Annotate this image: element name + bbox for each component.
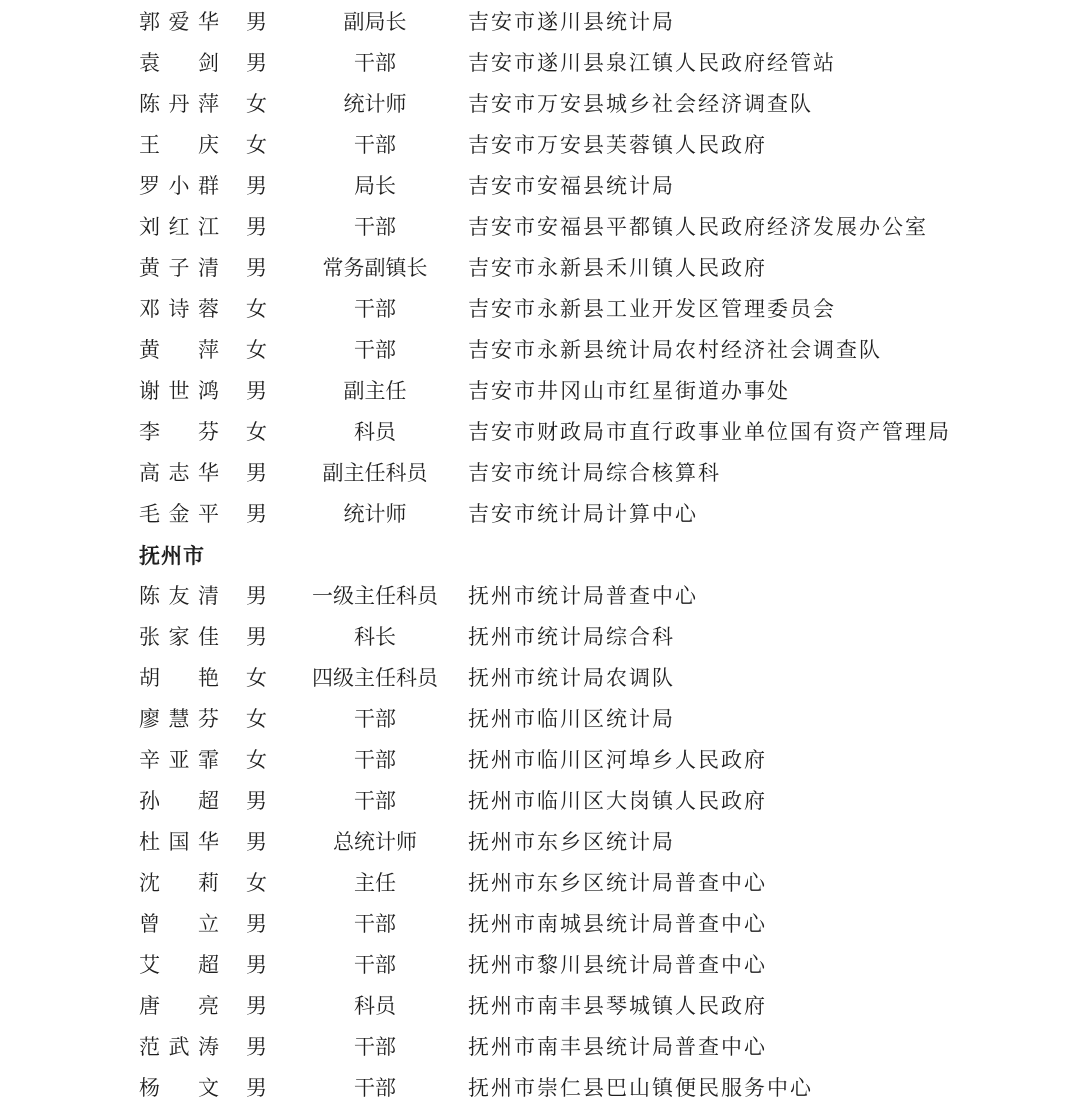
- person-work-unit: 抚州市南城县统计局普查中心: [468, 912, 767, 936]
- person-work-unit: 吉安市永新县统计局农村经济社会调查队: [468, 338, 882, 362]
- person-name: 胡 艳: [139, 666, 219, 690]
- person-name: 辛 亚 霏: [139, 748, 219, 772]
- person-name: 张 家 佳: [139, 625, 219, 649]
- person-work-unit: 吉安市财政局市直行政事业单位国有资产管理局: [468, 420, 951, 444]
- person-work-unit: 吉安市安福县统计局: [468, 174, 675, 198]
- person-work-unit: 吉安市统计局计算中心: [468, 502, 698, 526]
- personnel-list: [0, 2, 1080, 1109]
- section-heading: [0, 535, 1080, 576]
- person-work-unit: 吉安市永新县工业开发区管理委员会: [468, 297, 836, 321]
- person-work-unit: 吉安市安福县平都镇人民政府经济发展办公室: [468, 215, 928, 239]
- person-position: 副主任科员: [322, 461, 428, 485]
- person-position: 统计师: [343, 92, 407, 116]
- person-gender: 男: [246, 1035, 267, 1059]
- table-row: [0, 699, 1080, 740]
- person-work-unit: 吉安市万安县芙蓉镇人民政府: [468, 133, 767, 157]
- person-name: 杨 文: [139, 1076, 219, 1100]
- table-row: [0, 658, 1080, 699]
- person-position: 科员: [354, 994, 396, 1018]
- person-name: 王 庆: [139, 133, 219, 157]
- table-row: [0, 412, 1080, 453]
- person-gender: 男: [246, 994, 267, 1018]
- person-gender: 女: [246, 707, 267, 731]
- person-name: 袁 剑: [139, 51, 219, 75]
- person-name: 杜 国 华: [139, 830, 219, 854]
- person-name: 黄 萍: [139, 338, 219, 362]
- table-row: [0, 822, 1080, 863]
- table-row: [0, 986, 1080, 1027]
- table-row: [0, 740, 1080, 781]
- table-row: [0, 330, 1080, 371]
- person-name: 毛 金 平: [139, 502, 219, 526]
- person-gender: 男: [246, 215, 267, 239]
- table-row: [0, 945, 1080, 986]
- table-row: [0, 207, 1080, 248]
- person-position: 主任: [354, 871, 396, 895]
- table-row: [0, 2, 1080, 43]
- person-gender: 男: [246, 379, 267, 403]
- person-work-unit: 抚州市黎川县统计局普查中心: [468, 953, 767, 977]
- person-gender: 女: [246, 338, 267, 362]
- person-name: 范 武 涛: [139, 1035, 219, 1059]
- person-work-unit: 抚州市统计局农调队: [468, 666, 675, 690]
- table-row: [0, 904, 1080, 945]
- person-position: 干部: [354, 133, 396, 157]
- table-row: [0, 84, 1080, 125]
- person-gender: 女: [246, 133, 267, 157]
- person-work-unit: 吉安市万安县城乡社会经济调查队: [468, 92, 813, 116]
- table-row: [0, 248, 1080, 289]
- person-gender: 女: [246, 92, 267, 116]
- table-row: [0, 1027, 1080, 1068]
- person-name: 黄 子 清: [139, 256, 219, 280]
- table-row: [0, 289, 1080, 330]
- person-position: 统计师: [343, 502, 407, 526]
- person-position: 副主任: [343, 379, 407, 403]
- person-position: 副局长: [343, 10, 407, 34]
- table-row: [0, 863, 1080, 904]
- person-position: 干部: [354, 338, 396, 362]
- person-name: 刘 红 江: [139, 215, 219, 239]
- table-row: [0, 125, 1080, 166]
- person-work-unit: 抚州市统计局普查中心: [468, 584, 698, 608]
- person-gender: 男: [246, 912, 267, 936]
- table-row: [0, 576, 1080, 617]
- person-name: 郭 爱 华: [139, 10, 219, 34]
- person-work-unit: 吉安市遂川县泉江镇人民政府经管站: [468, 51, 836, 75]
- person-name: 李 芬: [139, 420, 219, 444]
- person-gender: 女: [246, 748, 267, 772]
- person-gender: 男: [246, 502, 267, 526]
- person-work-unit: 抚州市东乡区统计局普查中心: [468, 871, 767, 895]
- table-row: [0, 781, 1080, 822]
- person-position: 总统计师: [333, 830, 417, 854]
- person-name: 唐 亮: [139, 994, 219, 1018]
- person-position: 局长: [354, 174, 396, 198]
- person-gender: 男: [246, 789, 267, 813]
- person-name: 陈 丹 萍: [139, 92, 219, 116]
- person-work-unit: 抚州市南丰县统计局普查中心: [468, 1035, 767, 1059]
- person-name: 陈 友 清: [139, 584, 219, 608]
- person-work-unit: 抚州市崇仁县巴山镇便民服务中心: [468, 1076, 813, 1100]
- person-position: 干部: [354, 748, 396, 772]
- person-gender: 女: [246, 420, 267, 444]
- person-name: 邓 诗 蓉: [139, 297, 219, 321]
- person-gender: 男: [246, 625, 267, 649]
- person-name: 谢 世 鸿: [139, 379, 219, 403]
- person-gender: 男: [246, 51, 267, 75]
- table-row: [0, 494, 1080, 535]
- person-gender: 男: [246, 461, 267, 485]
- person-position: 科员: [354, 420, 396, 444]
- person-work-unit: 抚州市统计局综合科: [468, 625, 675, 649]
- person-work-unit: 吉安市井冈山市红星街道办事处: [468, 379, 790, 403]
- person-work-unit: 吉安市遂川县统计局: [468, 10, 675, 34]
- person-gender: 男: [246, 584, 267, 608]
- person-name: 罗 小 群: [139, 174, 219, 198]
- person-gender: 女: [246, 871, 267, 895]
- person-gender: 男: [246, 953, 267, 977]
- person-position: 一级主任科员: [312, 584, 438, 608]
- person-position: 四级主任科员: [312, 666, 438, 690]
- table-row: [0, 166, 1080, 207]
- person-name: 曾 立: [139, 912, 219, 936]
- person-position: 干部: [354, 297, 396, 321]
- person-position: 干部: [354, 1076, 396, 1100]
- person-work-unit: 抚州市东乡区统计局: [468, 830, 675, 854]
- person-gender: 男: [246, 10, 267, 34]
- person-position: 科长: [354, 625, 396, 649]
- person-gender: 女: [246, 666, 267, 690]
- person-work-unit: 吉安市统计局综合核算科: [468, 461, 721, 485]
- person-position: 常务副镇长: [322, 256, 428, 280]
- table-row: [0, 453, 1080, 494]
- person-name: 高 志 华: [139, 461, 219, 485]
- person-work-unit: 吉安市永新县禾川镇人民政府: [468, 256, 767, 280]
- person-work-unit: 抚州市临川区大岗镇人民政府: [468, 789, 767, 813]
- table-row: [0, 617, 1080, 658]
- person-gender: 男: [246, 1076, 267, 1100]
- person-position: 干部: [354, 51, 396, 75]
- person-position: 干部: [354, 707, 396, 731]
- person-gender: 女: [246, 297, 267, 321]
- person-name: 廖 慧 芬: [139, 707, 219, 731]
- person-work-unit: 抚州市临川区统计局: [468, 707, 675, 731]
- section-title: 抚州市: [139, 543, 205, 568]
- table-row: [0, 1068, 1080, 1109]
- table-row: [0, 43, 1080, 84]
- person-gender: 男: [246, 174, 267, 198]
- table-row: [0, 371, 1080, 412]
- person-name: 孙 超: [139, 789, 219, 813]
- person-gender: 男: [246, 256, 267, 280]
- person-work-unit: 抚州市临川区河埠乡人民政府: [468, 748, 767, 772]
- person-work-unit: 抚州市南丰县琴城镇人民政府: [468, 994, 767, 1018]
- person-position: 干部: [354, 953, 396, 977]
- person-name: 沈 莉: [139, 871, 219, 895]
- person-position: 干部: [354, 215, 396, 239]
- person-position: 干部: [354, 1035, 396, 1059]
- person-position: 干部: [354, 789, 396, 813]
- person-gender: 男: [246, 830, 267, 854]
- person-position: 干部: [354, 912, 396, 936]
- person-name: 艾 超: [139, 953, 219, 977]
